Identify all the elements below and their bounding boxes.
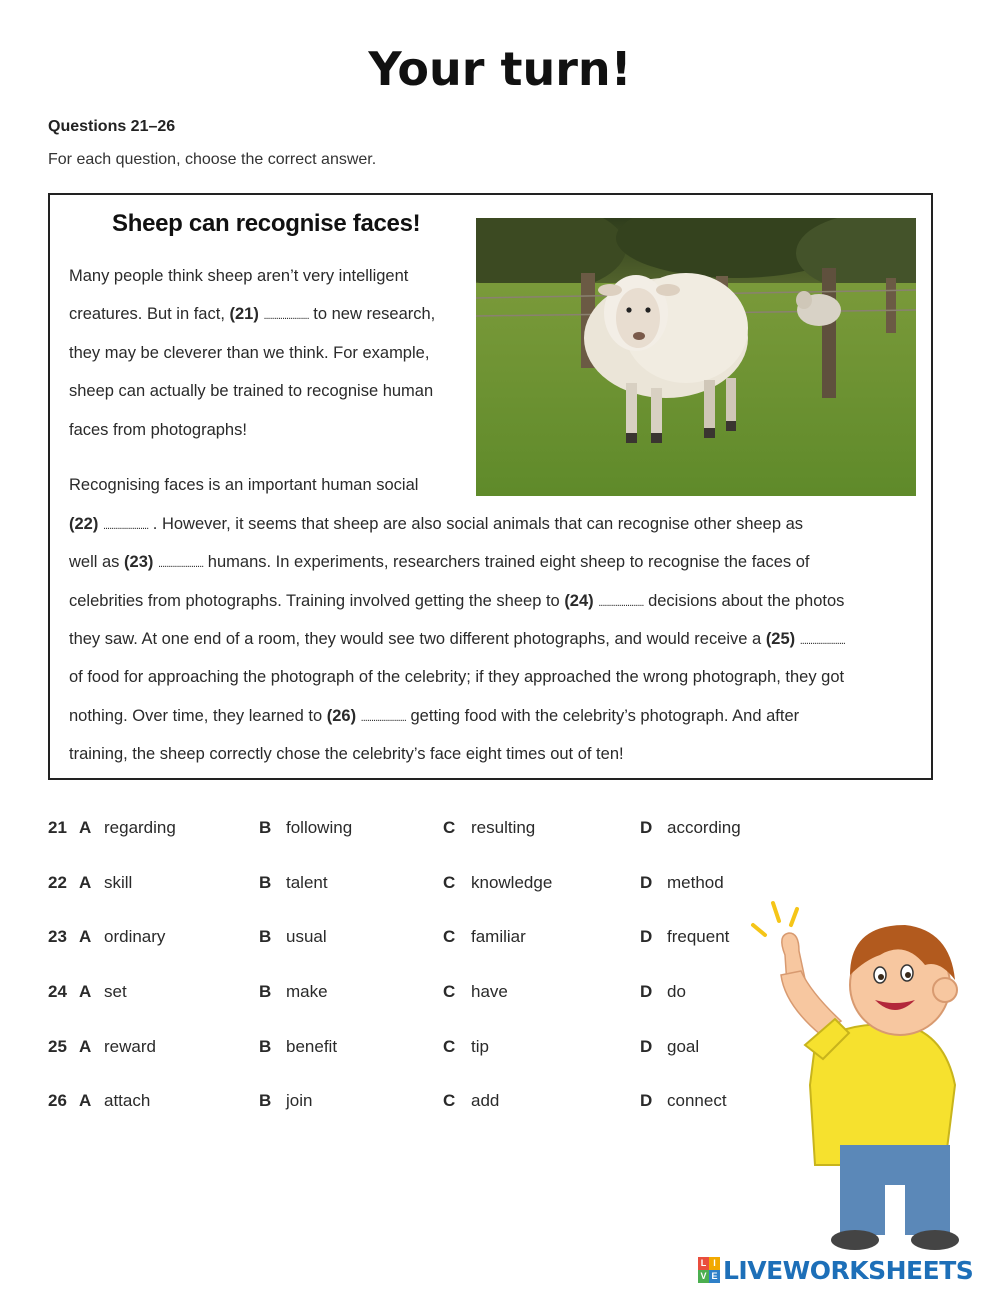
question-row	[0, 873, 1000, 897]
option-text[interactable]: goal	[667, 1037, 700, 1056]
option-text[interactable]: do	[667, 982, 686, 1001]
option-text[interactable]: regarding	[104, 818, 176, 837]
option-letter[interactable]: D	[640, 873, 653, 892]
line-text: Recognising faces is an important human social	[69, 476, 419, 494]
option-letter[interactable]: B	[259, 1091, 272, 1110]
question-number: 22	[48, 873, 67, 892]
article-line	[69, 421, 247, 440]
line-text: training, the sheep correctly chose the celebrity’s face eight times out of ten!	[69, 745, 624, 763]
option-letter[interactable]: B	[259, 927, 272, 946]
article-line	[69, 592, 844, 611]
answer-blank[interactable]: ......................	[263, 310, 309, 322]
question-number: 24	[48, 982, 67, 1001]
logo-icon	[698, 1257, 720, 1283]
option-letter[interactable]: A	[79, 1091, 92, 1110]
option-text[interactable]: frequent	[667, 927, 730, 946]
line-text: well as	[69, 553, 125, 571]
answer-blank[interactable]: ......................	[102, 520, 149, 532]
gap-number: (23)	[124, 553, 154, 571]
gap-number: (24)	[564, 592, 594, 610]
option-letter[interactable]: D	[640, 818, 653, 837]
option-text[interactable]: according	[667, 818, 741, 837]
option-text[interactable]: tip	[471, 1037, 489, 1056]
article-line	[69, 515, 803, 534]
page-title: Your turn!	[368, 42, 632, 96]
line-text: to new research,	[308, 305, 436, 323]
article-line	[69, 344, 429, 363]
article-line	[69, 745, 624, 764]
option-letter[interactable]: C	[443, 873, 456, 892]
option-letter[interactable]: A	[79, 818, 92, 837]
questions-heading: Questions 21–26	[48, 118, 176, 135]
option-text[interactable]: attach	[104, 1091, 151, 1110]
option-text[interactable]: familiar	[471, 927, 526, 946]
line-text: nothing. Over time, they learned to	[69, 707, 327, 725]
option-text[interactable]: join	[286, 1091, 313, 1110]
article-line	[69, 553, 809, 572]
logo-letter: I	[709, 1257, 720, 1270]
instruction-text: For each question, choose the correct answer.	[48, 151, 377, 168]
line-text: they saw. At one end of a room, they would see two different photographs, and would receive a	[69, 630, 766, 648]
line-text: . However, it seems that sheep are also social animals that can recognise other sheep as	[148, 515, 804, 533]
option-text[interactable]: make	[286, 982, 328, 1001]
article-title: Sheep can recognise faces!	[112, 210, 421, 237]
article-line	[69, 305, 435, 324]
option-letter[interactable]: D	[640, 1091, 653, 1110]
boy-illustration	[745, 895, 975, 1255]
question-number: 23	[48, 927, 67, 946]
answer-blank[interactable]: ......................	[157, 558, 204, 570]
line-text: sheep can actually be trained to recognise human	[69, 382, 434, 400]
answer-blank[interactable]: ......................	[799, 635, 845, 647]
article-line	[69, 476, 418, 495]
answer-blank[interactable]: ......................	[598, 597, 644, 609]
option-letter[interactable]: B	[259, 1037, 272, 1056]
sheep-photo	[476, 218, 916, 496]
article-line	[69, 382, 433, 401]
line-text: Many people think sheep aren’t very intelligent	[69, 267, 409, 285]
gap-number: (21)	[229, 305, 259, 323]
logo-letter: V	[698, 1270, 709, 1283]
option-letter[interactable]: D	[640, 1037, 653, 1056]
line-text: faces from photographs!	[69, 421, 247, 439]
option-text[interactable]: usual	[286, 927, 327, 946]
logo-letter: E	[709, 1270, 720, 1283]
gap-number: (26)	[326, 707, 357, 725]
option-text[interactable]: method	[667, 873, 724, 892]
question-number: 26	[48, 1091, 67, 1110]
article-line	[69, 668, 844, 687]
option-letter[interactable]: B	[259, 982, 272, 1001]
option-text[interactable]: benefit	[286, 1037, 338, 1056]
option-text[interactable]: following	[286, 818, 353, 837]
option-text[interactable]: skill	[104, 873, 133, 892]
option-text[interactable]: reward	[104, 1037, 156, 1056]
option-text[interactable]: set	[104, 982, 127, 1001]
line-text: decisions about the photos	[643, 592, 845, 610]
option-letter[interactable]: A	[79, 927, 92, 946]
line-text: creatures. But in fact,	[69, 305, 230, 323]
option-letter[interactable]: C	[443, 1091, 456, 1110]
option-letter[interactable]: A	[79, 1037, 92, 1056]
line-text: they may be cleverer than we think. For example,	[69, 344, 430, 362]
option-letter[interactable]: D	[640, 927, 653, 946]
gap-number: (25)	[765, 630, 796, 648]
article-line	[69, 267, 408, 286]
option-letter[interactable]: C	[443, 927, 456, 946]
logo-text: LIVEWORKSHEETS	[723, 1255, 974, 1285]
line-text: humans. In experiments, researchers trained eight sheep to recognise the faces of	[203, 553, 810, 571]
option-letter[interactable]: B	[259, 873, 272, 892]
question-row	[0, 818, 1000, 842]
question-number: 21	[48, 818, 67, 837]
option-letter[interactable]: A	[79, 873, 92, 892]
line-text: getting food with the celebrity’s photograph. And after	[405, 707, 800, 725]
liveworksheets-logo	[698, 1256, 973, 1284]
line-text: of food for approaching the photograph of the celebrity; if they approached the wrong photograph, they got	[69, 668, 845, 686]
option-letter[interactable]: C	[443, 818, 456, 837]
option-text[interactable]: add	[471, 1091, 500, 1110]
option-text[interactable]: ordinary	[104, 927, 166, 946]
option-text[interactable]: connect	[667, 1091, 727, 1110]
option-text[interactable]: talent	[286, 873, 328, 892]
logo-letter: L	[698, 1257, 709, 1270]
option-text[interactable]: knowledge	[471, 873, 553, 892]
option-text[interactable]: resulting	[471, 818, 536, 837]
gap-number: (22)	[69, 515, 99, 533]
article-line	[69, 630, 845, 649]
option-letter[interactable]: A	[79, 982, 92, 1001]
option-letter[interactable]: C	[443, 982, 456, 1001]
question-number: 25	[48, 1037, 67, 1056]
option-text[interactable]: have	[471, 982, 508, 1001]
article-line	[69, 707, 799, 726]
answer-blank[interactable]: ......................	[360, 712, 406, 724]
option-letter[interactable]: B	[259, 818, 272, 837]
option-letter[interactable]: D	[640, 982, 653, 1001]
option-letter[interactable]: C	[443, 1037, 456, 1056]
line-text: celebrities from photographs. Training involved getting the sheep to	[69, 592, 565, 610]
